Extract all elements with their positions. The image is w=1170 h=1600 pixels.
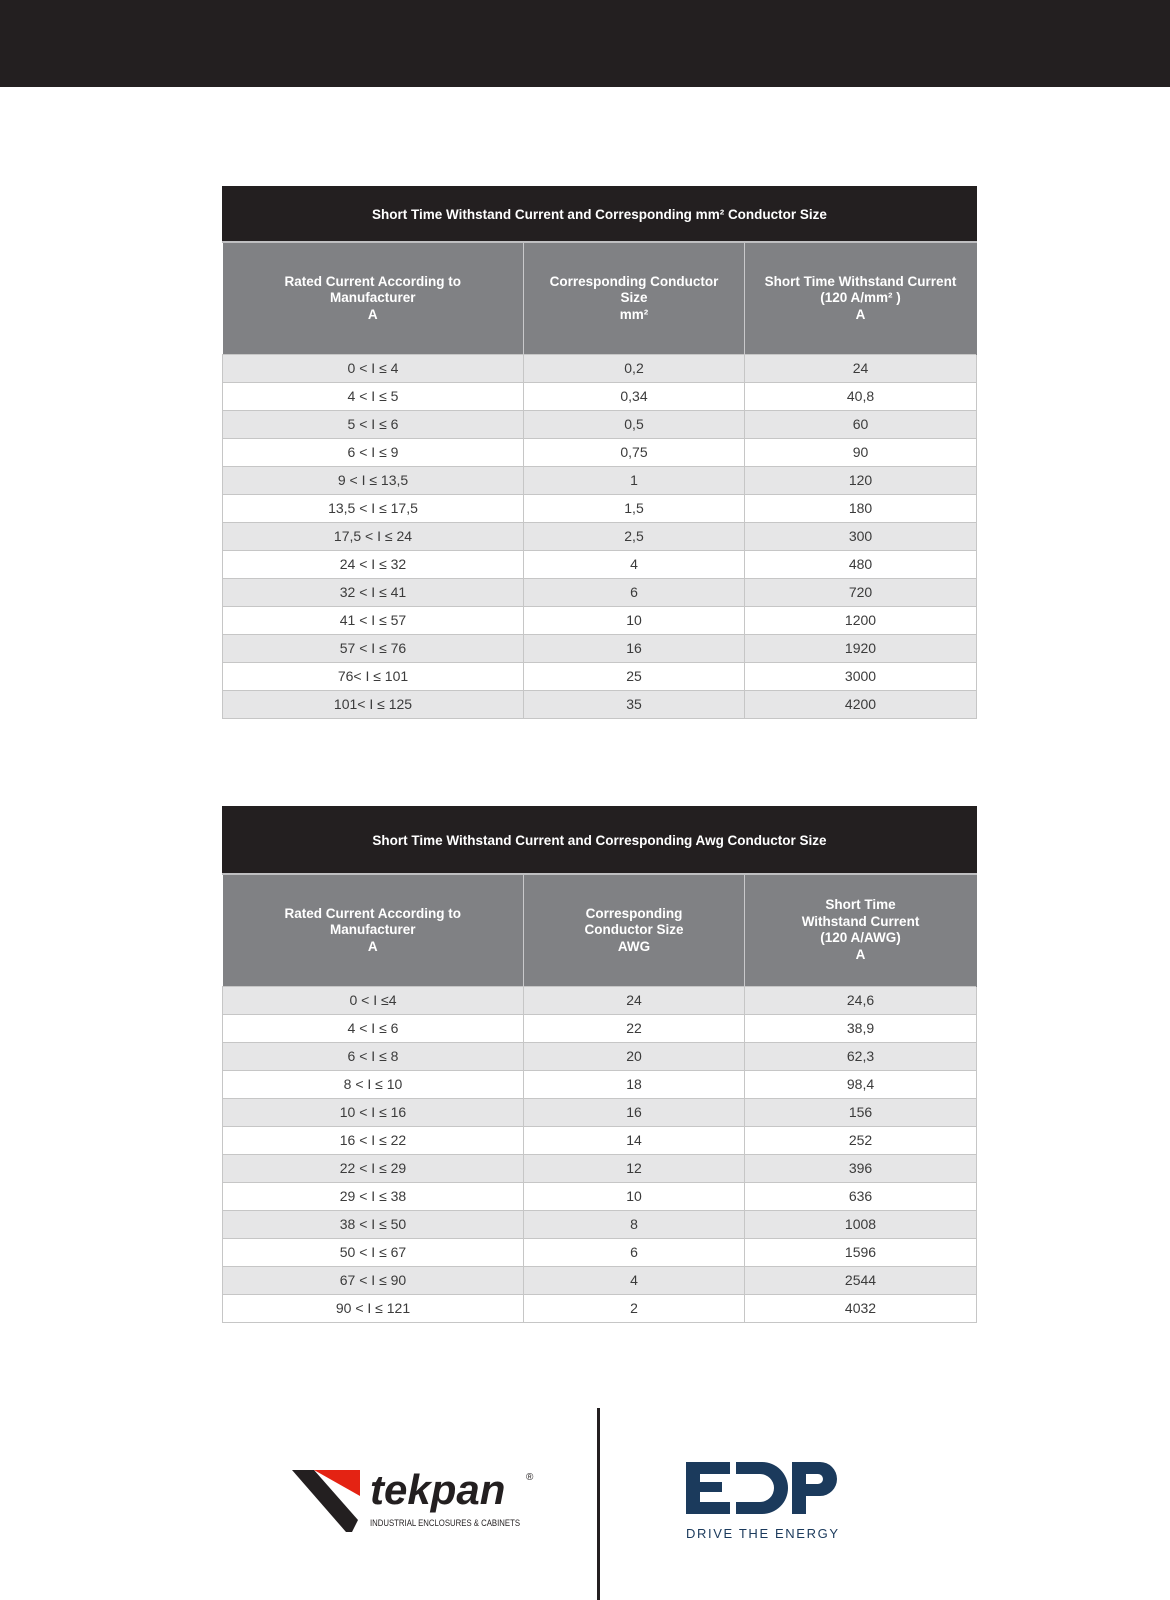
cell-rated-current: 17,5 < I ≤ 24	[223, 522, 524, 550]
cell-withstand-current: 4032	[745, 1294, 977, 1322]
table-row	[223, 438, 977, 466]
table-row	[223, 354, 977, 382]
cell-withstand-current: 1008	[745, 1210, 977, 1238]
cell-rated-current: 90 < I ≤ 121	[223, 1294, 524, 1322]
cell-conductor-size: 14	[524, 1126, 745, 1154]
edp-logo	[684, 1458, 844, 1548]
cell-withstand-current: 40,8	[745, 382, 977, 410]
table-row	[223, 1042, 977, 1070]
cell-withstand-current: 120	[745, 466, 977, 494]
cell-rated-current: 0 < I ≤ 4	[223, 354, 524, 382]
cell-rated-current: 6 < I ≤ 9	[223, 438, 524, 466]
tekpan-tagline: INDUSTRIAL ENCLOSURES & CABINETS	[370, 1518, 520, 1528]
cell-rated-current: 4 < I ≤ 6	[223, 1014, 524, 1042]
cell-withstand-current: 720	[745, 578, 977, 606]
cell-conductor-size: 1,5	[524, 494, 745, 522]
cell-conductor-size: 0,34	[524, 382, 745, 410]
cell-withstand-current: 3000	[745, 662, 977, 690]
cell-withstand-current: 180	[745, 494, 977, 522]
cell-withstand-current: 300	[745, 522, 977, 550]
cell-withstand-current: 60	[745, 410, 977, 438]
cell-conductor-size: 8	[524, 1210, 745, 1238]
tekpan-logo	[290, 1466, 540, 1536]
top-banner	[0, 0, 1170, 87]
table-row	[223, 634, 977, 662]
cell-withstand-current: 90	[745, 438, 977, 466]
cell-withstand-current: 252	[745, 1126, 977, 1154]
table-row	[223, 522, 977, 550]
cell-rated-current: 13,5 < I ≤ 17,5	[223, 494, 524, 522]
cell-conductor-size: 1	[524, 466, 745, 494]
cell-withstand-current: 1920	[745, 634, 977, 662]
footer-divider	[597, 1408, 600, 1600]
cell-rated-current: 9 < I ≤ 13,5	[223, 466, 524, 494]
cell-conductor-size: 4	[524, 550, 745, 578]
table-row	[223, 1266, 977, 1294]
table-row	[223, 1154, 977, 1182]
cell-withstand-current: 98,4	[745, 1070, 977, 1098]
cell-withstand-current: 1200	[745, 606, 977, 634]
cell-rated-current: 67 < I ≤ 90	[223, 1266, 524, 1294]
column-header-rated-current: Rated Current According to Manufacturer A	[223, 242, 524, 354]
cell-withstand-current: 24,6	[745, 986, 977, 1014]
cell-withstand-current: 62,3	[745, 1042, 977, 1070]
cell-rated-current: 5 < I ≤ 6	[223, 410, 524, 438]
table-row	[223, 382, 977, 410]
cell-rated-current: 57 < I ≤ 76	[223, 634, 524, 662]
table-row	[223, 494, 977, 522]
cell-withstand-current: 24	[745, 354, 977, 382]
cell-rated-current: 16 < I ≤ 22	[223, 1126, 524, 1154]
table-row	[223, 578, 977, 606]
table-row	[223, 1182, 977, 1210]
cell-withstand-current: 480	[745, 550, 977, 578]
column-header-withstand-current: Short Time Withstand Current (120 A/AWG) A	[745, 874, 977, 986]
cell-conductor-size: 12	[524, 1154, 745, 1182]
column-header-rated-current: Rated Current According to Manufacturer A	[223, 874, 524, 986]
cell-conductor-size: 10	[524, 1182, 745, 1210]
table-row	[223, 1098, 977, 1126]
cell-withstand-current: 1596	[745, 1238, 977, 1266]
mm2-conductor-table	[222, 186, 976, 719]
cell-conductor-size: 4	[524, 1266, 745, 1294]
table-body	[223, 986, 977, 1322]
cell-conductor-size: 16	[524, 1098, 745, 1126]
cell-conductor-size: 35	[524, 690, 745, 718]
table-row	[223, 1014, 977, 1042]
cell-withstand-current: 2544	[745, 1266, 977, 1294]
cell-conductor-size: 0,5	[524, 410, 745, 438]
cell-withstand-current: 4200	[745, 690, 977, 718]
cell-rated-current: 8 < I ≤ 10	[223, 1070, 524, 1098]
column-header-conductor-size: Corresponding Conductor Size AWG	[524, 874, 745, 986]
table-body	[223, 354, 977, 718]
table-row	[223, 550, 977, 578]
cell-conductor-size: 10	[524, 606, 745, 634]
cell-withstand-current: 396	[745, 1154, 977, 1182]
cell-rated-current: 22 < I ≤ 29	[223, 1154, 524, 1182]
column-header-withstand-current: Short Time Withstand Current (120 A/mm² ) A	[745, 242, 977, 354]
cell-withstand-current: 38,9	[745, 1014, 977, 1042]
cell-rated-current: 41 < I ≤ 57	[223, 606, 524, 634]
table-title: Short Time Withstand Current and Corresponding mm² Conductor Size	[223, 187, 977, 243]
table-row	[223, 662, 977, 690]
edp-letters-icon	[686, 1462, 837, 1514]
cell-conductor-size: 22	[524, 1014, 745, 1042]
tekpan-wordmark: tekpan	[370, 1466, 506, 1513]
cell-conductor-size: 25	[524, 662, 745, 690]
cell-rated-current: 29 < I ≤ 38	[223, 1182, 524, 1210]
table-row	[223, 410, 977, 438]
cell-conductor-size: 24	[524, 986, 745, 1014]
cell-conductor-size: 2	[524, 1294, 745, 1322]
cell-conductor-size: 20	[524, 1042, 745, 1070]
table-row	[223, 1294, 977, 1322]
cell-withstand-current: 636	[745, 1182, 977, 1210]
cell-rated-current: 50 < I ≤ 67	[223, 1238, 524, 1266]
cell-conductor-size: 18	[524, 1070, 745, 1098]
cell-rated-current: 0 < I ≤4	[223, 986, 524, 1014]
cell-conductor-size: 6	[524, 1238, 745, 1266]
cell-rated-current: 32 < I ≤ 41	[223, 578, 524, 606]
table-row	[223, 1126, 977, 1154]
table-row	[223, 986, 977, 1014]
awg-conductor-table	[222, 806, 976, 1323]
cell-rated-current: 10 < I ≤ 16	[223, 1098, 524, 1126]
cell-rated-current: 24 < I ≤ 32	[223, 550, 524, 578]
table-row	[223, 1210, 977, 1238]
cell-rated-current: 4 < I ≤ 5	[223, 382, 524, 410]
cell-rated-current: 76< I ≤ 101	[223, 662, 524, 690]
cell-conductor-size: 0,2	[524, 354, 745, 382]
registered-mark: ®	[526, 1472, 534, 1483]
table-row	[223, 1070, 977, 1098]
cell-conductor-size: 6	[524, 578, 745, 606]
edp-tagline: DRIVE THE ENERGY	[686, 1526, 838, 1541]
cell-conductor-size: 0,75	[524, 438, 745, 466]
cell-conductor-size: 2,5	[524, 522, 745, 550]
cell-withstand-current: 156	[745, 1098, 977, 1126]
table-row	[223, 1238, 977, 1266]
cell-rated-current: 101< I ≤ 125	[223, 690, 524, 718]
table-title: Short Time Withstand Current and Corresponding Awg Conductor Size	[223, 807, 977, 875]
table-row	[223, 466, 977, 494]
cell-rated-current: 38 < I ≤ 50	[223, 1210, 524, 1238]
cell-rated-current: 6 < I ≤ 8	[223, 1042, 524, 1070]
table-row	[223, 690, 977, 718]
column-header-conductor-size: Corresponding Conductor Size mm²	[524, 242, 745, 354]
cell-conductor-size: 16	[524, 634, 745, 662]
table-row	[223, 606, 977, 634]
